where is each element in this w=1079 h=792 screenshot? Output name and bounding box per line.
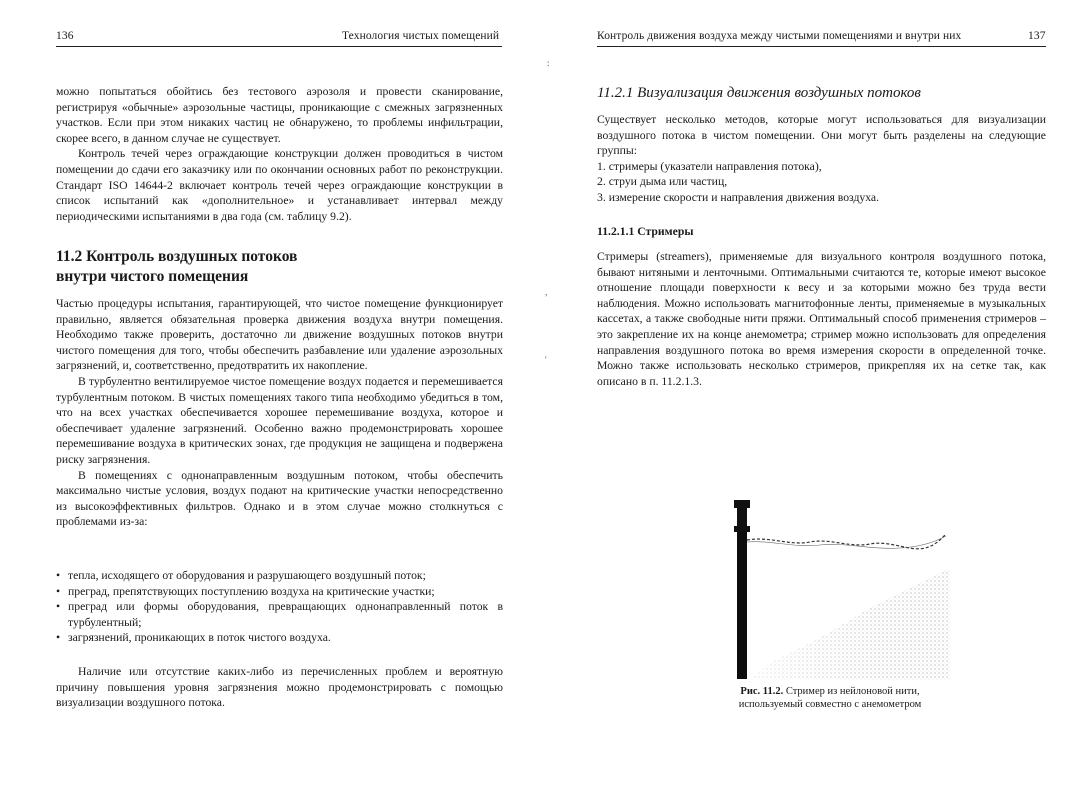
section-heading-line2: внутри чистого помещения	[56, 268, 249, 285]
list-item: 2. струи дыма или частиц,	[597, 175, 728, 189]
streamer-anemometer-photo	[710, 488, 950, 680]
figure-caption-line1: Стример из нейлоновой нити,	[783, 686, 920, 697]
list-item: • тепла, исходящего от оборудования и разрушающего воздушный поток;	[56, 568, 503, 584]
page-number-right: 137	[1028, 30, 1046, 42]
page-number-left: 136	[56, 30, 74, 42]
list-item: • преград или формы оборудования, превращающих однонаправленный поток в турбулентный;	[56, 599, 503, 630]
right-intro-block	[597, 112, 1046, 206]
header-rule-left	[56, 46, 502, 47]
subsubsection-heading: 11.2.1.1 Стримеры	[597, 225, 694, 238]
list-item: 1. стримеры (указатели направления потока),	[597, 159, 822, 173]
list-item: 3. измерение скорости и направления движения воздуха.	[597, 190, 880, 204]
bullet-list	[56, 568, 503, 646]
paragraph-intro: можно попытаться обойтись без тестового аэрозоля и провести сканирование, регистрируя «обычные» аэрозольные частицы, проникающие с смежных загрязненных участков. Если при этом никаких частиц не обнаружено, то проблемы инфильтрации, скорее всего, в данном случае не существует.	[56, 85, 503, 145]
section-heading-line1: 11.2 Контроль воздушных потоков	[56, 248, 298, 265]
right-page	[540, 0, 1079, 792]
header-rule-right	[597, 46, 1046, 47]
left-final-block	[56, 664, 503, 711]
left-intro-block	[56, 84, 503, 224]
left-main-block	[56, 296, 503, 530]
figure-caption	[710, 685, 950, 711]
section-heading	[56, 247, 503, 287]
right-streamers-block	[597, 249, 1046, 389]
paragraph-final: Наличие или отсутствие каких-либо из перечисленных проблем и вероятную причину повышения уровня загрязнения можно продемонстрировать с помощью визуализации воздушного потока.	[56, 665, 503, 710]
paragraph-streamers: Стримеры (streamers), применяемые для визуального контроля воздушного потока, бывают нитяными и ленточными. Оптимальными считаются те, которые имеют высокое отношение площади поверхности к весу и за которыми можно без труда вести наблюдения. Можно использовать магнитофонные ленты, применяемые в музыкальных кассетах, а также свободные нити пряжи. Оптимальный способ применения стримеров – это закрепление их на конце анемометра; стример можно использовать для определения направления воздушного потока во время измерения скорости в определенной точке. Можно также использовать несколько стримеров, прикрепляя их на сетке так, как описано в п. 11.2.1.3.	[597, 250, 1046, 388]
running-head-left: Технология чистых помещений	[342, 30, 500, 42]
paragraph-2: В турбулентно вентилируемое чистое помещение воздух подается и перемешивается турбулентным потоком. В чистых помещениях такого типа необходимо убедиться в том, что на всех участках обеспечивается хорошее перемешивание воздуха, которое и обеспечивает удаление загрязнений. Особенно важно продемонстрировать хорошее перемешивание воздуха в критических зонах, где продукция не защищена и подвержена риску загрязнения.	[56, 374, 503, 466]
subsection-heading: 11.2.1 Визуализация движения воздушных потоков	[597, 85, 921, 101]
paragraph-3: В помещениях с однонаправленным воздушным потоком, чтобы обеспечить максимально чистые условия, воздух подают на критические участки непосредственно из высокоэффективных фильтров. Однако и в этом случае можно столкнуться с проблемами из-за:	[56, 468, 503, 529]
list-item: • загрязнений, проникающих в поток чистого воздуха.	[56, 630, 503, 646]
running-head-right: Контроль движения воздуха между чистыми помещениями и внутри них	[597, 30, 962, 42]
figure-label: Рис. 11.2.	[740, 686, 784, 697]
paragraph-methods: Существует несколько методов, которые могут использоваться для визуализации воздушного потока в чистом помещении. Они могут быть разделены на следующие группы:	[597, 113, 1046, 158]
paragraph-leaks: Контроль течей через ограждающие конструкции должен проводиться в чистом помещении до сдачи его заказчику или по окончании основных работ по реконструкции. Стандарт ISO 14644-2 включает контроль течей через ограждающие конструкции в список испытаний как «дополнительное» и устанавливает интервал между периодическими испытаниями в два года (см. таблицу 9.2).	[56, 147, 503, 223]
scan-mark: :	[547, 58, 550, 68]
anemometer-probe	[734, 500, 750, 679]
figure-caption-line2: используемый совместно с анемометром	[738, 699, 922, 710]
scan-mark: ,	[545, 287, 548, 297]
list-item: • преград, препятствующих поступлению воздуха на критические участки;	[56, 584, 503, 600]
scan-mark: '	[545, 355, 547, 365]
method-list	[597, 159, 1046, 206]
paragraph-1: Частью процедуры испытания, гарантирующей, что чистое помещение функционирует правильно, является обязательная проверка движения воздуха внутри помещения. Необходимо также проверить, достаточно ли движение воздушных потоков внутри чистого помещения для того, чтобы обеспечить разбавление или удаление аэрозольных загрязнений, и, соответственно, предотвратить их накопление.	[56, 297, 503, 373]
nylon-streamer-thread	[747, 534, 946, 549]
